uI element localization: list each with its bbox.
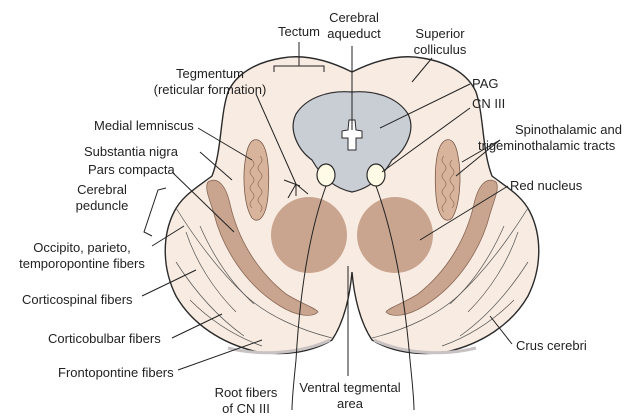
- medial-lemniscus-right: [435, 140, 460, 221]
- label-spinothalamic-line2: trigeminothalamic tracts: [478, 138, 616, 153]
- label-medial-lemniscus: Medial lemniscus: [94, 118, 194, 133]
- label-root-fibers-line1: Root fibers: [214, 385, 278, 400]
- label-crus-cerebri: Crus cerebri: [516, 338, 587, 353]
- label-tegmentum-line2: (reticular formation): [153, 82, 267, 97]
- label-occipito-line1: Occipito, parieto,: [33, 240, 131, 255]
- medial-lemniscus-left: [244, 140, 269, 221]
- label-cerebral-peduncle-line2: peduncle: [75, 198, 129, 213]
- label-corticospinal: Corticospinal fibers: [22, 292, 133, 307]
- label-superior-colliculus-line2: colliculus: [413, 42, 467, 57]
- label-cerebral-aqueduct-line1: Cerebral: [329, 10, 379, 25]
- label-frontopontine: Frontopontine fibers: [58, 365, 174, 380]
- label-cn3: CN III: [472, 96, 506, 111]
- label-red-nucleus: Red nucleus: [510, 178, 583, 193]
- red-nucleus-left: [271, 197, 347, 273]
- label-corticobulbar: Corticobulbar fibers: [48, 331, 161, 346]
- label-cerebral-peduncle-line1: Cerebral: [77, 182, 127, 197]
- label-occipito-line2: temporopontine fibers: [19, 256, 145, 271]
- label-ventral-tegmental-line2: area: [336, 396, 364, 411]
- cn3-nucleus-right: [367, 164, 385, 186]
- label-spinothalamic-line1: Spinothalamic and: [515, 122, 622, 137]
- label-pars-compacta: Pars compacta: [88, 162, 175, 177]
- label-tectum: Tectum: [278, 24, 320, 39]
- red-nucleus-right: [357, 197, 433, 273]
- label-cerebral-aqueduct-line2: aqueduct: [327, 26, 381, 41]
- label-tegmentum-line1: Tegmentum: [176, 66, 244, 81]
- label-root-fibers-line2: of CN III: [222, 401, 270, 416]
- label-superior-colliculus-line1: Superior: [415, 26, 465, 41]
- label-pag: PAG: [472, 76, 499, 91]
- label-substantia-nigra: Substantia nigra: [84, 144, 178, 159]
- cn3-nucleus-left: [317, 164, 335, 186]
- label-ventral-tegmental-line1: Ventral tegmental: [299, 380, 401, 395]
